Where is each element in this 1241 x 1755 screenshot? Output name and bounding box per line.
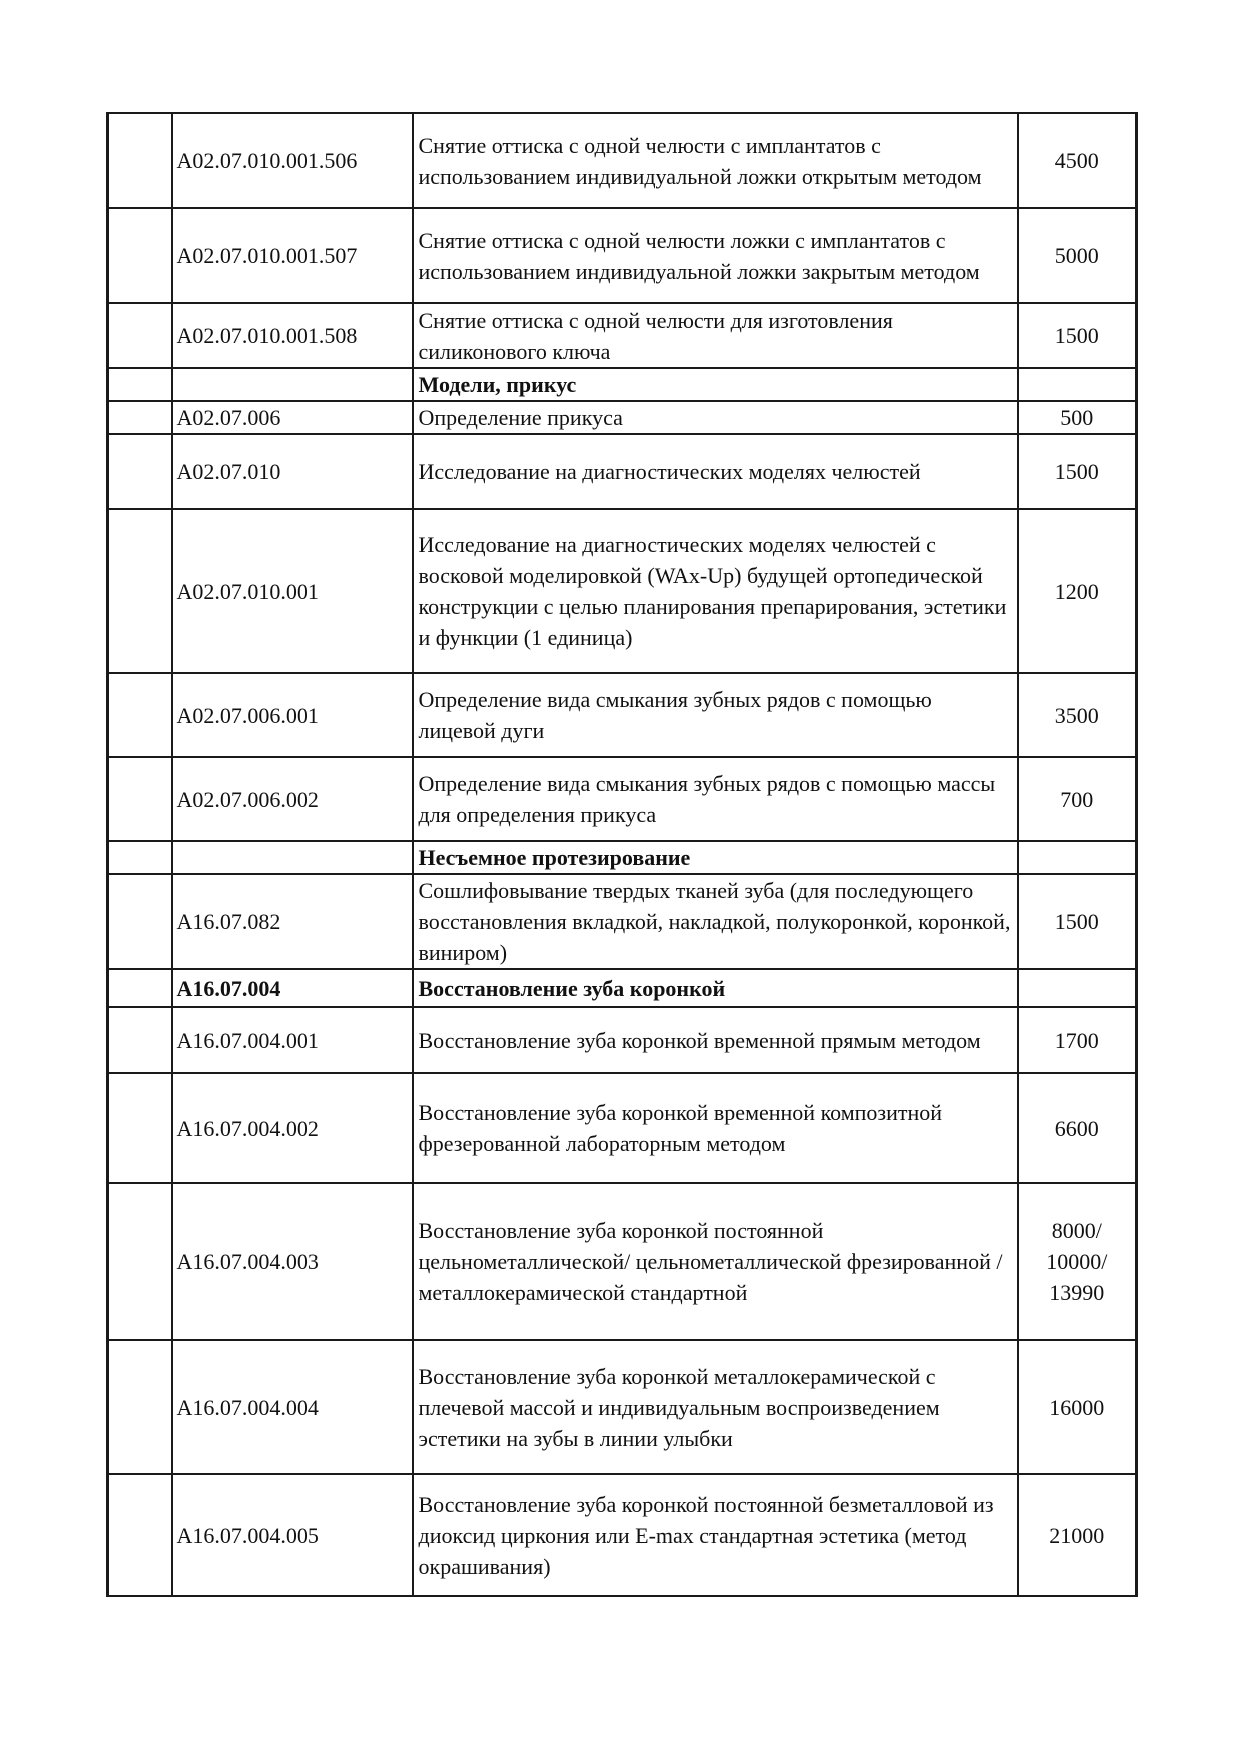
- service-name: Восстановление зуба коронкой постоянной цельнометаллической/ цельнометаллической фрезированной / металлокерамической стандартной: [413, 1183, 1018, 1340]
- service-price: 4500: [1018, 113, 1137, 208]
- table-row: [108, 1474, 1137, 1596]
- table-row: [108, 1183, 1137, 1340]
- service-price: 16000: [1018, 1340, 1137, 1474]
- service-price: 6600: [1018, 1073, 1137, 1183]
- row-number-cell: [108, 1007, 172, 1073]
- service-name: Восстановление зуба коронкой временной прямым методом: [413, 1007, 1018, 1073]
- service-price: 1500: [1018, 303, 1137, 368]
- section-title: Восстановление зуба коронкой: [413, 969, 1018, 1007]
- service-code: A02.07.006: [172, 401, 413, 434]
- service-name: Восстановление зуба коронкой постоянной безметалловой из диоксид циркония или E-max стандартная эстетика (метод окрашивания): [413, 1474, 1018, 1596]
- price-table: [106, 112, 1138, 1597]
- table-row: [108, 113, 1137, 208]
- table-row: [108, 303, 1137, 368]
- service-name: Сошлифовывание твердых тканей зуба (для последующего восстановления вкладкой, накладкой, полукоронкой, коронкой, виниром): [413, 874, 1018, 969]
- service-code: [172, 841, 413, 874]
- row-number-cell: [108, 113, 172, 208]
- service-name: Определение вида смыкания зубных рядов с помощью массы для определения прикуса: [413, 757, 1018, 841]
- service-price: 500: [1018, 401, 1137, 434]
- service-price: 5000: [1018, 208, 1137, 303]
- table-row: [108, 757, 1137, 841]
- service-code: A02.07.010.001.508: [172, 303, 413, 368]
- row-number-cell: [108, 1183, 172, 1340]
- service-price: 700: [1018, 757, 1137, 841]
- table-row: [108, 874, 1137, 969]
- service-code: [172, 368, 413, 401]
- row-number-cell: [108, 208, 172, 303]
- service-price: 21000: [1018, 1474, 1137, 1596]
- row-number-cell: [108, 841, 172, 874]
- service-code: A02.07.006.001: [172, 673, 413, 757]
- service-name: Определение прикуса: [413, 401, 1018, 434]
- row-number-cell: [108, 757, 172, 841]
- section-header-row: [108, 368, 1137, 401]
- service-code: A02.07.010.001: [172, 509, 413, 673]
- table-row: [108, 434, 1137, 509]
- row-number-cell: [108, 1340, 172, 1474]
- table-row: [108, 1073, 1137, 1183]
- service-code: A16.07.004.001: [172, 1007, 413, 1073]
- row-number-cell: [108, 401, 172, 434]
- service-code: A16.07.004.002: [172, 1073, 413, 1183]
- service-price: [1018, 969, 1137, 1007]
- table-row: [108, 1007, 1137, 1073]
- table-row: [108, 509, 1137, 673]
- service-code: A02.07.010.001.506: [172, 113, 413, 208]
- service-price: 1200: [1018, 509, 1137, 673]
- row-number-cell: [108, 1474, 172, 1596]
- service-code: A16.07.004.005: [172, 1474, 413, 1596]
- row-number-cell: [108, 368, 172, 401]
- row-number-cell: [108, 1073, 172, 1183]
- row-number-cell: [108, 673, 172, 757]
- service-code: A16.07.004: [172, 969, 413, 1007]
- service-name: Снятие оттиска с одной челюсти с имплантатов с использованием индивидуальной ложки открытым методом: [413, 113, 1018, 208]
- section-title: Несъемное протезирование: [413, 841, 1018, 874]
- price-option: 8000/: [1051, 1218, 1102, 1243]
- service-name: Исследование на диагностических моделях челюстей с восковой моделировкой (WAx-Up) будущей ортопедической конструкции с целью планирования препарирования, эстетики и функции (1 единица): [413, 509, 1018, 673]
- service-code: A02.07.010.001.507: [172, 208, 413, 303]
- section-title: Модели, прикус: [413, 368, 1018, 401]
- service-price-multi: [1018, 1183, 1137, 1340]
- table-row: [108, 401, 1137, 434]
- price-option: 10000/: [1046, 1249, 1108, 1274]
- service-code: A02.07.010: [172, 434, 413, 509]
- service-code: A16.07.082: [172, 874, 413, 969]
- row-number-cell: [108, 509, 172, 673]
- service-code: A16.07.004.004: [172, 1340, 413, 1474]
- table-row: [108, 673, 1137, 757]
- service-name: Определение вида смыкания зубных рядов с помощью лицевой дуги: [413, 673, 1018, 757]
- service-name: Исследование на диагностических моделях челюстей: [413, 434, 1018, 509]
- service-price: 1500: [1018, 874, 1137, 969]
- service-name: Снятие оттиска с одной челюсти для изготовления силиконового ключа: [413, 303, 1018, 368]
- row-number-cell: [108, 969, 172, 1007]
- service-price: 1500: [1018, 434, 1137, 509]
- table-row: [108, 208, 1137, 303]
- row-number-cell: [108, 874, 172, 969]
- row-number-cell: [108, 434, 172, 509]
- service-code: A02.07.006.002: [172, 757, 413, 841]
- service-price: 1700: [1018, 1007, 1137, 1073]
- price-option: 13990: [1049, 1280, 1105, 1305]
- service-price: [1018, 841, 1137, 874]
- service-name: Восстановление зуба коронкой металлокерамической с плечевой массой и индивидуальным воспроизведением эстетики на зубы в линии улыбки: [413, 1340, 1018, 1474]
- section-header-row: [108, 841, 1137, 874]
- service-name: Восстановление зуба коронкой временной композитной фрезерованной лабораторным методом: [413, 1073, 1018, 1183]
- service-price: [1018, 368, 1137, 401]
- section-header-row: [108, 969, 1137, 1007]
- table-row: [108, 1340, 1137, 1474]
- service-name: Снятие оттиска с одной челюсти ложки с имплантатов с использованием индивидуальной ложки закрытым методом: [413, 208, 1018, 303]
- service-price: 3500: [1018, 673, 1137, 757]
- row-number-cell: [108, 303, 172, 368]
- service-code: A16.07.004.003: [172, 1183, 413, 1340]
